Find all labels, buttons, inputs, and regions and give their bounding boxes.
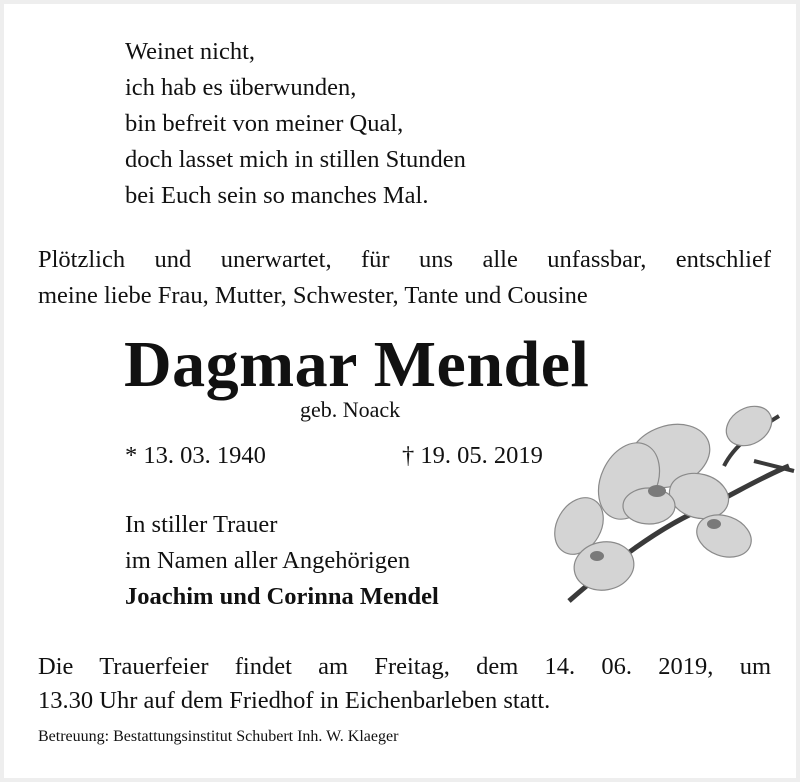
poem-line: ich hab es überwunden, [125, 74, 357, 101]
poem-line: bin befreit von meiner Qual, [125, 110, 404, 137]
announcement-line: meine liebe Frau, Mutter, Schwester, Tante und Cousine [38, 282, 588, 309]
announcement-line: Plötzlich und unerwartet, für uns alle unfassbar, entschlief [38, 246, 771, 273]
funeral-home-credit: Betreuung: Bestattungsinstitut Schubert Inh. W. Klaeger [38, 728, 399, 745]
funeral-service-info [38, 650, 771, 718]
mourners-line: im Namen aller Angehörigen [125, 547, 411, 574]
death-date: † 19. 05. 2019 [402, 442, 543, 469]
poem-line: doch lasset mich in stillen Stunden [125, 146, 466, 173]
poem-line: Weinet nicht, [125, 38, 256, 65]
mourners-line: In stiller Trauer [125, 511, 278, 538]
poem [125, 34, 466, 214]
mourners-block [125, 507, 439, 615]
service-line: 13.30 Uhr auf dem Friedhof in Eichenbarleben statt. [38, 687, 551, 714]
orchid-flower-icon [549, 396, 799, 616]
maiden-name: geb. Noack [300, 397, 401, 422]
service-line: Die Trauerfeier findet am Freitag, dem 14. 06. 2019, um [38, 653, 771, 680]
mourners-names: Joachim und Corinna Mendel [125, 583, 439, 610]
deceased-name: Dagmar Mendel [124, 328, 590, 401]
poem-line: bei Euch sein so manches Mal. [125, 182, 429, 209]
notice-frame [4, 4, 796, 778]
announcement-text [38, 242, 771, 314]
birth-date: * 13. 03. 1940 [125, 442, 266, 469]
